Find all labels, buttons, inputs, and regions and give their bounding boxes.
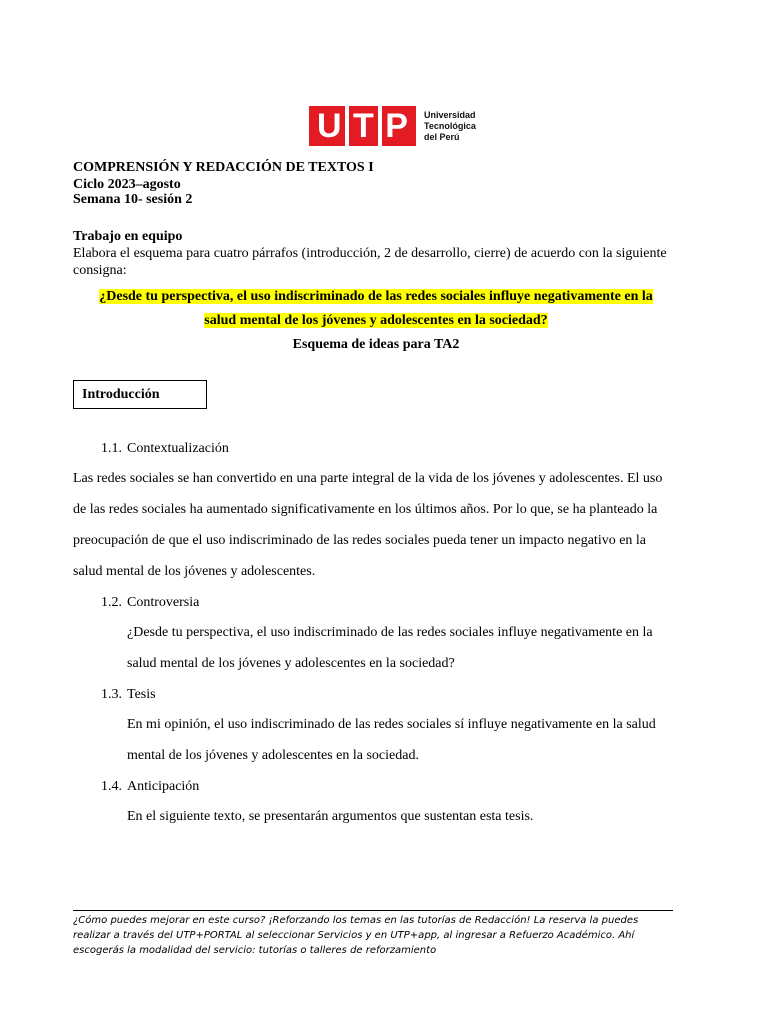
footer-line-3: escogerás la modalidad del servicio: tutorías o talleres de reforzamiento [73, 945, 437, 956]
item-label: Anticipación [127, 779, 200, 794]
consigna-question-line-1: ¿Desde tu perspectiva, el uso indiscriminado de las redes sociales influye negativamente en la [99, 289, 653, 304]
paragraph-line: Las redes sociales se han convertido en una parte integral de la vida de los jóvenes y adolescentes. El uso [73, 471, 663, 486]
paragraph-line: de las redes sociales ha aumentado significativamente en los últimos años. Por lo que, se ha planteado la [73, 502, 658, 517]
task-instruction-line-2: consigna: [73, 263, 127, 278]
item-number: 1.4. [101, 779, 122, 794]
logo-letter-p: P [385, 107, 408, 145]
section-title-box: Introducción [73, 380, 207, 409]
item-label: Contextualización [127, 441, 229, 456]
course-title: COMPRENSIÓN Y REDACCIÓN DE TEXTOS I [73, 160, 374, 175]
footer-divider [73, 910, 673, 911]
list-item-anticipacion [101, 778, 199, 795]
task-title: Trabajo en equipo [73, 229, 183, 244]
item-label: Tesis [127, 687, 156, 702]
task-instruction-line-1: Elabora el esquema para cuatro párrafos (introducción, 2 de desarrollo, cierre) de acuerdo con la siguiente [73, 246, 667, 261]
logo-line-1: Universidad [424, 109, 476, 120]
list-item-contextualizacion [101, 440, 229, 457]
course-week: Semana 10- sesión 2 [73, 192, 193, 207]
logo-line-2: Tecnológica [424, 120, 476, 131]
course-cycle: Ciclo 2023–agosto [73, 177, 181, 192]
item-number: 1.2. [101, 595, 122, 610]
footer-line-1: ¿Cómo puedes mejorar en este curso? ¡Reforzando los temas en las tutorías de Redacción! La reserva la puedes [73, 915, 639, 926]
logo-letter-u: U [317, 107, 342, 145]
footer-line-2: realizar a través del UTP+PORTAL al seleccionar Servicios y en UTP+app, al ingresar a Refuerzo Académico. Ahí [73, 930, 635, 941]
paragraph-line: preocupación de que el uso indiscriminado de las redes sociales pueda tener un impacto negativo en la [73, 533, 647, 548]
utp-logo-mark [309, 106, 416, 146]
consigna-question-line-2: salud mental de los jóvenes y adolescentes en la sociedad? [204, 313, 548, 328]
list-item-tesis [101, 686, 156, 703]
item-label: Controversia [127, 595, 200, 610]
paragraph-line: salud mental de los jóvenes y adolescentes en la sociedad? [127, 656, 455, 671]
paragraph-line: ¿Desde tu perspectiva, el uso indiscriminado de las redes sociales influye negativamente en la [127, 625, 653, 640]
paragraph-line: mental de los jóvenes y adolescentes en la sociedad. [127, 748, 419, 763]
utp-logo [309, 106, 476, 146]
list-item-controversia [101, 594, 199, 611]
anticipacion-paragraph [127, 801, 679, 832]
item-number: 1.3. [101, 687, 122, 702]
paragraph-line: salud mental de los jóvenes y adolescentes. [73, 564, 316, 579]
logo-letter-t: T [353, 107, 374, 145]
consigna-subtitle: Esquema de ideas para TA2 [292, 337, 460, 352]
footer-note [73, 913, 683, 958]
item-number: 1.1. [101, 441, 122, 456]
tesis-paragraph [127, 709, 679, 771]
logo-wordmark [424, 110, 476, 143]
paragraph-line: En mi opinión, el uso indiscriminado de las redes sociales sí influye negativamente en la salud [127, 717, 656, 732]
contextualizacion-paragraph [73, 463, 679, 587]
logo-separator [378, 106, 382, 146]
controversia-paragraph [127, 617, 679, 679]
logo-separator [345, 106, 349, 146]
logo-line-3: del Perú [424, 131, 460, 142]
consigna-block [73, 285, 679, 357]
paragraph-line: En el siguiente texto, se presentarán argumentos que sustentan esta tesis. [127, 809, 534, 824]
